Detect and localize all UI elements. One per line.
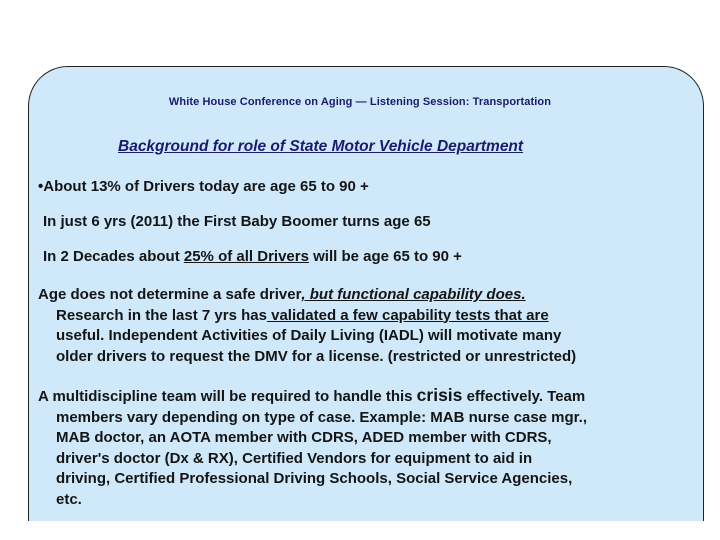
para1-line1-underlined: , but functional capability does. <box>301 286 526 303</box>
para2-crisis-word: crisis <box>416 385 463 405</box>
para1-line2-underlined: validated a few capability tests that are <box>266 306 549 324</box>
bullet-drivers-13-percent: •About 13% of Drivers today are age 65 to 90 + <box>38 178 369 195</box>
para1-line1 <box>38 285 698 306</box>
para1-line3: useful. Independent Activities of Daily Living (IADL) will motivate many <box>56 327 562 344</box>
background-heading: Background for role of State Motor Vehicle Department <box>118 138 524 155</box>
para2-line1-pre: A multidiscipline team will be required to handle this <box>38 388 417 405</box>
bullet-baby-boomer: In just 6 yrs (2011) the First Baby Boomer turns age 65 <box>43 213 431 230</box>
para1-line2 <box>38 306 698 327</box>
para2-line6: etc. <box>56 490 82 508</box>
paragraph-functional-capability <box>38 285 698 367</box>
bullet-two-decades-post: will be age 65 to 90 + <box>308 248 462 265</box>
para2-line4: driver's doctor (Dx & RX), Certified Vendors for equipment to aid in <box>56 449 533 467</box>
para2-line1 <box>38 385 708 408</box>
paragraph-multidiscipline-team <box>38 385 708 510</box>
bullet-two-decades-underlined: 25% of all Drivers <box>183 248 309 265</box>
bullet-two-decades-pre: In 2 Decades about <box>43 248 184 265</box>
conference-title: White House Conference on Aging — Listening Session: Transportation <box>168 96 552 108</box>
para1-line1-pre: Age does not determine a safe driver <box>38 286 302 303</box>
para1-line2-pre: Research in the last 7 yrs has <box>56 306 267 324</box>
para2-line5: driving, Certified Professional Driving Schools, Social Service Agencies, <box>56 470 573 487</box>
para2-line2: members vary depending on type of case. Example: MAB nurse case mgr., <box>56 408 588 426</box>
para2-line1-post: effectively. Team <box>462 388 586 405</box>
para1-line4: older drivers to request the DMV for a license. (restricted or unrestricted) <box>56 347 577 365</box>
para2-line3: MAB doctor, an AOTA member with CDRS, ADED member with CDRS, <box>56 429 552 446</box>
bullet-two-decades <box>43 248 462 265</box>
bottom-strip <box>28 521 704 540</box>
